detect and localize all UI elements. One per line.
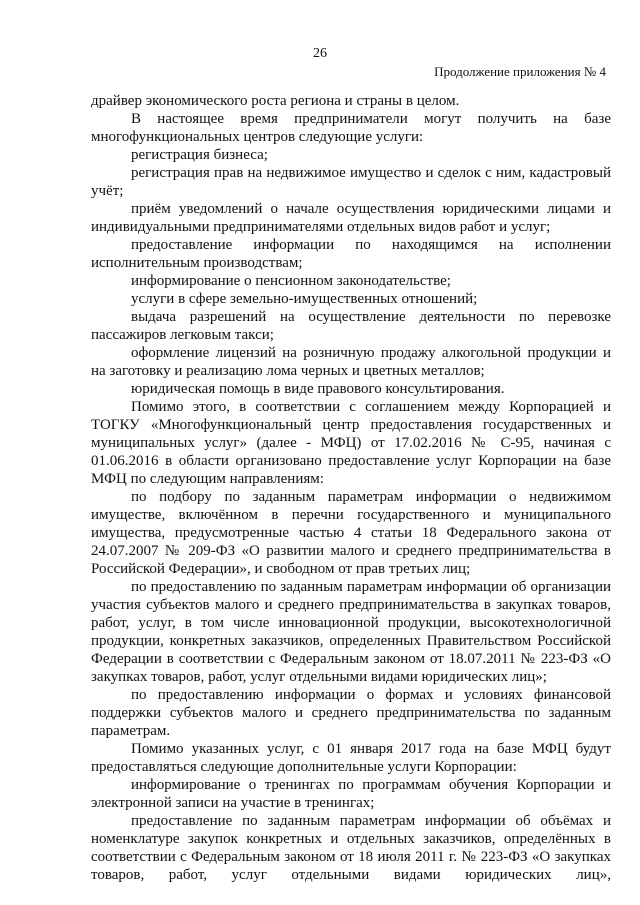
list-item-procurement-volumes: предоставление по заданным параметрам информации об объёмах и номенклатуре закупок конкретных и отдельных заказчиков, определённых в соответствии с Федеральным законом от 18 июля 2011 г. № 223-ФЗ «О закупках товаров, работ, услуг отдельными видами юридических лиц», xyxy=(91,813,611,883)
list-item-licenses: оформление лицензий на розничную продажу алкогольной продукции и на заготовку и реализацию лома черных и цветных металлов; xyxy=(91,345,611,379)
list-item-taxi-permits: выдача разрешений на осуществление деятельности по перевозке пассажиров легковым такси; xyxy=(91,309,611,343)
list-item-enforcement-info: предоставление информации по находящимся на исполнении исполнительным производствам; xyxy=(91,237,611,271)
list-item-notifications: приём уведомлений о начале осуществления юридическими лицами и индивидуальными предпринимателями отдельных видов работ и услуг; xyxy=(91,201,611,235)
document-body xyxy=(91,92,611,884)
page-number: 26 xyxy=(313,46,327,61)
list-item-property-search: по подбору по заданным параметрам информации о недвижимом имуществе, включённом в перечни государственного и муниципального имущества, предусмотренные частью 4 статьи 18 Федерального закона от 24.07.2007 № 209-ФЗ «О развитии малого и среднего предпринимательства в Российской Федерации», и свободном от прав третьих лиц; xyxy=(91,489,611,577)
appendix-continuation-note: Продолжение приложения № 4 xyxy=(434,64,606,79)
list-item-pension-info: информирование о пенсионном законодательстве; xyxy=(131,273,451,289)
paragraph-agreement: Помимо этого, в соответствии с соглашением между Корпорацией и ТОГКУ «Многофункциональный центр предоставления государственных и муниципальных услуг» (далее - МФЦ) от 17.02.2016 № С-95, начиная с 01.06.2016 в области организовано предоставление услуг Корпорации на базе МФЦ по следующим направлениям: xyxy=(91,399,611,487)
list-item-trainings: информирование о тренингах по программам обучения Корпорации и электронной записи на участие в тренингах; xyxy=(91,777,611,811)
list-item-procurement-info: по предоставлению по заданным параметрам информации об организации участия субъектов малого и среднего предпринимательства в закупках товаров, работ, услуг, в том числе инновационной продукции, высокотехнологичной продукции, конкретных заказчиков, определенных Правительством Российской Федерации в соответствии с Федеральным законом от 18.07.2011 № 223-ФЗ «О закупках товаров, работ, услуг отдельными видами юридических лиц»; xyxy=(91,579,611,685)
list-item-business-registration: регистрация бизнеса; xyxy=(131,147,268,163)
list-item-land-services: услуги в сфере земельно-имущественных отношений; xyxy=(131,291,478,307)
list-item-financial-support: по предоставлению информации о формах и условиях финансовой поддержки субъектов малого и среднего предпринимательства по заданным параметрам. xyxy=(91,687,611,739)
list-item-legal-help: юридическая помощь в виде правового консультирования. xyxy=(131,381,505,397)
paragraph-1: драйвер экономического роста региона и страны в целом. xyxy=(91,93,460,109)
paragraph-additional-services: Помимо указанных услуг, с 01 января 2017 года на базе МФЦ будут предоставляться следующие дополнительные услуги Корпорации: xyxy=(91,741,611,775)
list-item-property-rights: регистрация прав на недвижимое имущество и сделок с ним, кадастровый учёт; xyxy=(91,165,611,199)
paragraph-2: В настоящее время предприниматели могут получить на базе многофункциональных центров следующие услуги: xyxy=(91,111,611,145)
